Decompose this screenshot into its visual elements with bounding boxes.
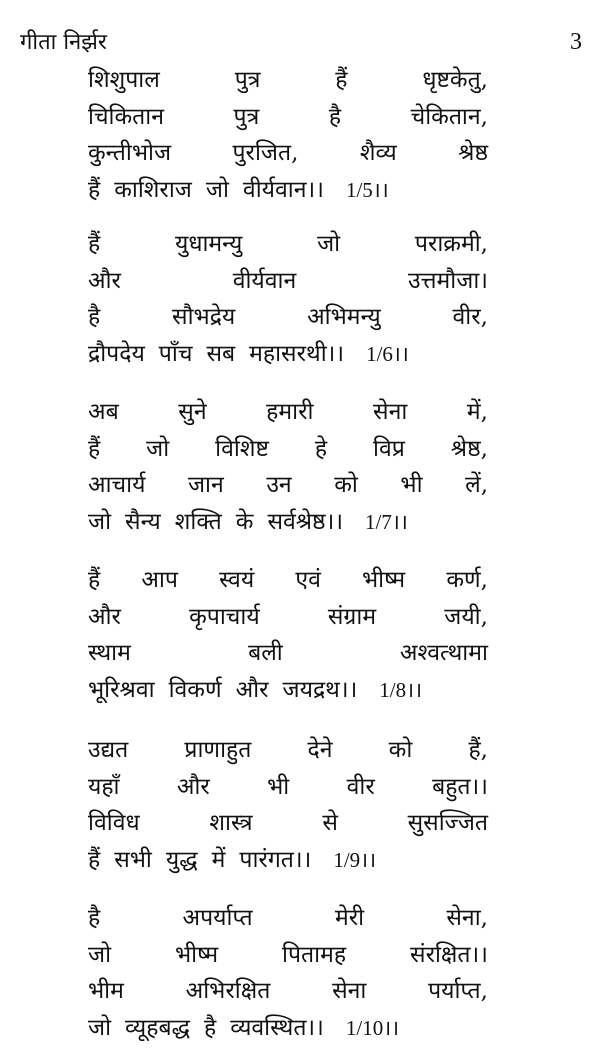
word: युद्ध: [165, 846, 198, 873]
word: आप: [141, 567, 178, 593]
verse-line: [88, 732, 488, 769]
word: लें,: [465, 472, 488, 498]
word: अपर्याप्त: [182, 905, 253, 931]
word: स्वयं: [219, 567, 255, 593]
word: पराक्रमी,: [414, 231, 488, 257]
word: सेना: [332, 978, 367, 1004]
word: द्रौपदेय: [88, 340, 145, 367]
word: सुसज्जित: [407, 810, 488, 836]
word: हैं: [335, 67, 348, 93]
word: शक्ति: [174, 508, 222, 535]
word: जो: [146, 435, 170, 462]
word: सेना: [373, 399, 408, 425]
word: हैं: [88, 176, 101, 203]
verse-line: [88, 299, 488, 336]
word: सेना,: [446, 905, 488, 931]
word: अश्वत्थामा: [399, 640, 488, 666]
word: संरक्षित।।: [410, 941, 488, 968]
stanza: [88, 62, 488, 208]
word: हैं: [88, 567, 101, 593]
verse-line: [88, 394, 488, 431]
word: पुत्र: [234, 67, 261, 93]
verse-line: [88, 1010, 488, 1047]
word: पाँच: [158, 340, 193, 367]
word: यहाँ: [88, 773, 120, 800]
word: श्रेष्ठ,: [450, 435, 488, 462]
word: भी: [400, 472, 423, 498]
word: हे: [314, 435, 328, 462]
word: महासरथी।।: [249, 340, 345, 367]
stanza: [88, 394, 488, 540]
word: पुरजित,: [232, 140, 299, 166]
word: देने: [307, 737, 333, 763]
word: पितामह: [282, 941, 347, 968]
verse-line: [88, 99, 488, 136]
word: सौभद्रेय: [172, 304, 236, 330]
word: और: [235, 676, 269, 703]
word: पारंगत।।: [239, 846, 312, 873]
word: है: [203, 1014, 217, 1041]
stanza: [88, 226, 488, 372]
verse-line: [88, 672, 488, 709]
word: जयी,: [444, 603, 488, 630]
word: विप्र: [373, 435, 405, 462]
word: और: [88, 603, 121, 630]
book-title: गीता निर्झर: [20, 30, 107, 55]
verse-line: [88, 900, 488, 937]
word: हैं: [88, 231, 101, 257]
word: कुन्तीभोज: [88, 140, 172, 166]
verse-line: [88, 805, 488, 842]
word: को: [388, 737, 413, 763]
word: एवं: [295, 567, 321, 593]
verse-line: [88, 842, 488, 879]
word: मेरी: [334, 905, 365, 931]
word: भी: [267, 773, 290, 800]
word: है: [328, 103, 342, 130]
word: प्राणाहुत: [184, 737, 252, 763]
word: वीर: [346, 773, 375, 800]
word: चिकितान: [88, 103, 165, 130]
word: धृष्टकेतु,: [422, 67, 488, 93]
word: जो: [88, 941, 112, 968]
word: श्रेष्ठ: [458, 140, 488, 166]
word: भीष्म: [174, 941, 219, 968]
word: सब: [206, 340, 236, 367]
word: चेकितान,: [410, 103, 488, 130]
verse-line: [88, 937, 488, 974]
verse-line: [88, 599, 488, 636]
word: अभिमन्यु: [307, 304, 381, 330]
verse-line: [88, 635, 488, 672]
verse-line: [88, 562, 488, 599]
word: हैं,: [468, 737, 488, 763]
page-header: [20, 26, 582, 56]
verse-line: [88, 62, 488, 99]
verse-number: 1/9।।: [333, 847, 377, 872]
verse-number: 1/8।।: [379, 677, 423, 702]
word: जो: [88, 508, 112, 535]
word: विविध: [88, 810, 140, 836]
verse-line: [88, 973, 488, 1010]
word: के: [235, 508, 254, 535]
word: भीम: [88, 978, 124, 1004]
verse-line: [88, 336, 488, 373]
word: बहुत।।: [432, 773, 488, 800]
word: पर्याप्त,: [428, 978, 488, 1004]
word: सभी: [114, 846, 152, 873]
word: में: [211, 846, 226, 873]
word: व्यवस्थित।।: [230, 1014, 324, 1041]
word: हैं: [88, 435, 101, 462]
word: काशिराज: [114, 176, 192, 203]
word: शैव्य: [359, 140, 397, 166]
word: कर्ण,: [446, 567, 488, 593]
word: जो: [317, 231, 341, 257]
word: कृपाचार्य: [189, 603, 260, 630]
word: शास्त्र: [209, 810, 253, 836]
word: और: [88, 267, 121, 294]
word: से: [322, 810, 338, 836]
word: बली: [248, 640, 283, 666]
word: भूरिश्रवा: [88, 676, 155, 703]
word: आचार्य: [88, 472, 146, 498]
word: विकर्ण: [168, 676, 222, 703]
word: अभिरक्षित: [185, 978, 271, 1004]
word: में,: [466, 399, 488, 425]
word: वीर्यवान।।: [242, 176, 324, 203]
verse-line: [88, 226, 488, 263]
verse-number: 1/7।।: [365, 509, 408, 534]
word: हैं: [88, 846, 101, 873]
word: जो: [88, 1014, 112, 1041]
stanza: [88, 900, 488, 1046]
verse-line: [88, 431, 488, 468]
verse-line: [88, 263, 488, 300]
word: को: [334, 472, 358, 498]
word: पुत्र: [233, 103, 260, 130]
word: जयद्रथ।।: [282, 676, 358, 703]
verse-number: 1/5।।: [345, 177, 389, 202]
word: हमारी: [266, 399, 314, 425]
stanza: [88, 732, 488, 878]
verse-number: 1/10।।: [345, 1015, 400, 1040]
word: है: [88, 905, 101, 931]
word: जान: [187, 472, 224, 498]
verse-line: [88, 467, 488, 504]
word: अब: [88, 399, 119, 425]
verse-line: [88, 769, 488, 806]
word: उद्यत: [88, 737, 129, 763]
word: उत्तमौजा।: [408, 267, 488, 294]
verse-line: [88, 504, 488, 541]
word: व्यूहबद्ध: [125, 1014, 190, 1041]
word: सैन्य: [125, 508, 161, 535]
word: सुने: [178, 399, 207, 425]
word: वीर्यवान: [232, 267, 297, 294]
word: शिशुपाल: [88, 67, 160, 93]
word: है: [88, 304, 101, 330]
word: सर्वश्रेष्ठ।।: [267, 508, 344, 535]
word: जो: [205, 176, 229, 203]
word: स्थाम: [88, 640, 131, 666]
stanza: [88, 562, 488, 708]
word: विशिष्ट: [215, 435, 269, 462]
word: युधामन्यु: [174, 231, 243, 257]
word: उन: [266, 472, 292, 498]
word: संग्राम: [327, 603, 377, 630]
verse-number: 1/6।।: [366, 341, 409, 366]
page-number: 3: [570, 29, 582, 55]
verse-line: [88, 135, 488, 172]
word: वीर,: [452, 304, 488, 330]
word: और: [176, 773, 210, 800]
word: भीष्म: [362, 567, 406, 593]
verse-line: [88, 172, 488, 209]
